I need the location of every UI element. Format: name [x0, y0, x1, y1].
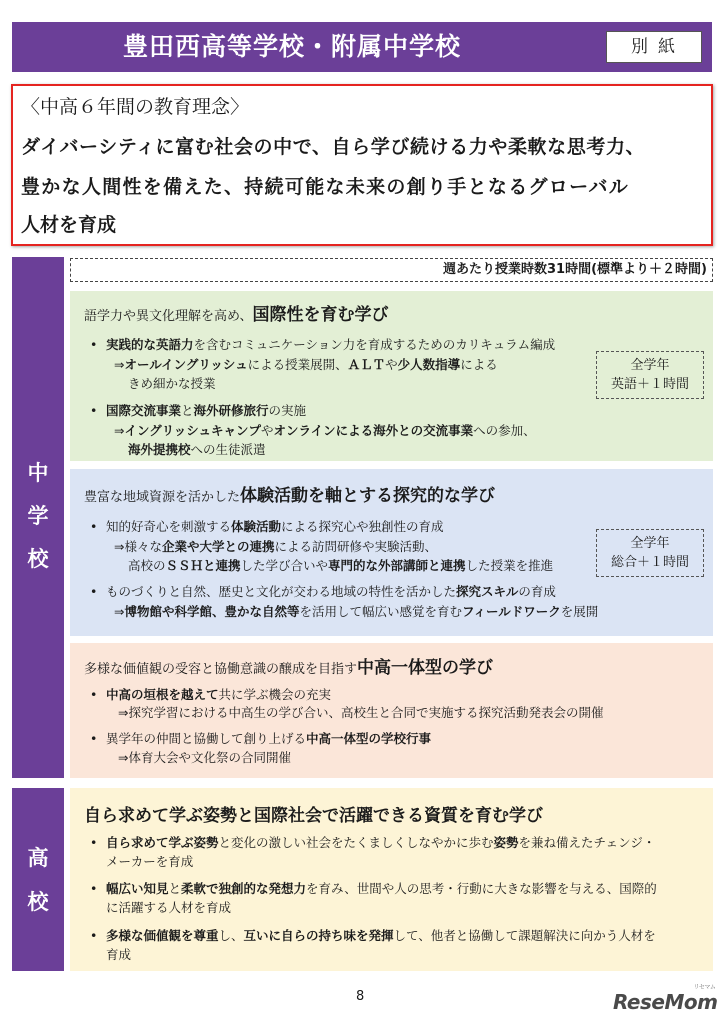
high-school-char-2: 校 — [27, 890, 49, 914]
philosophy-line-3: 人材を育成 — [21, 214, 117, 236]
section-title: 自ら求めて学ぶ姿勢と国際社会で活躍できる資質を育む学び — [84, 806, 543, 826]
high-school-char-1: 高 — [27, 846, 49, 870]
bullet-text: 中高の垣根を越えて共に学ぶ機会の充実 — [106, 687, 332, 702]
middle-school-label — [12, 257, 64, 778]
page-number: 8 — [356, 989, 365, 1004]
bullet-text: 異学年の仲間と協働して創り上げる中高一体型の学校行事 — [106, 731, 432, 746]
sub-text: ⇒体育大会や文化祭の合同開催 — [118, 750, 291, 765]
attachment-badge: 別紙 — [606, 31, 702, 63]
section-title: 多様な価値観の受容と協働意識の醸成を目指す中高一体型の学び — [84, 658, 494, 678]
bullet-text: 多様な価値観を尊重し、互いに自らの持ち味を発揮して、他者と協働して課題解決に向かう人材を — [106, 928, 656, 943]
hours-note-integrated: 全学年 総合＋１時間 — [596, 529, 704, 577]
sub-text: 高校のＳＳＨと連携した学び合いや専門的な外部講師と連携した授業を推進 — [128, 558, 554, 573]
resemom-logo: ReseMom リセマム — [613, 984, 718, 1014]
bullet-text-cont: 育成 — [106, 947, 132, 962]
high-school-label — [12, 788, 64, 971]
middle-school-char-3: 校 — [27, 547, 49, 571]
sub-text: ⇒イングリッシュキャンプやオンラインによる海外との交流事業への参加、 — [114, 423, 536, 438]
school-title: 豊田西高等学校・附属中学校 — [122, 32, 461, 61]
bullet-text: 幅広い知見と柔軟で独創的な発想力を育み、世間や人の思考・行動に大きな影響を与える、国際的 — [106, 881, 657, 896]
sub-text: ⇒様々な企業や大学との連携による訪問研修や実験活動、 — [114, 539, 438, 554]
sub-text: ⇒博物館や科学館、豊かな自然等を活用して幅広い感覚を育むフィールドワークを展開 — [114, 604, 599, 619]
weekly-hours-note: 週あたり授業時数31時間(標準より＋２時間) — [70, 258, 713, 282]
sub-text: ⇒探究学習における中高生の学び合い、高校生と合同で実施する探究活動発表会の開催 — [118, 705, 604, 720]
philosophy-line-2: 豊かな人間性を備えた、持続可能な未来の創り手となるグローバル — [21, 176, 630, 198]
hours-note-english: 全学年 英語＋１時間 — [596, 351, 704, 399]
bullet-text-cont: に活躍する人材を育成 — [106, 900, 232, 915]
philosophy-line-1: ダイバーシティに富む社会の中で、自ら学び続ける力や柔軟な思考力、 — [21, 136, 646, 158]
bullet-text-cont: メーカーを育成 — [106, 854, 194, 869]
bullet-text: 国際交流事業と海外研修旅行の実施 — [106, 403, 307, 418]
bullet-text: 自ら求めて学ぶ姿勢と変化の激しい社会をたくましくしなやかに歩む姿勢を兼ね備えたチェンジ・ — [106, 835, 656, 850]
sub-text: ⇒オールイングリッシュによる授業展開、ＡＬＴや少人数指導による — [114, 357, 498, 372]
sub-text: きめ細かな授業 — [128, 376, 216, 391]
bullet-text: ものづくりと自然、歴史と文化が交わる地域の特性を活かした探究スキルの育成 — [106, 584, 556, 599]
sub-text: 海外提携校への生徒派遣 — [128, 442, 266, 457]
middle-school-char-2: 学 — [27, 504, 49, 528]
education-philosophy-box — [11, 84, 713, 246]
section-title: 豊富な地域資源を活かした体験活動を軸とする探究的な学び — [84, 486, 496, 506]
bullet-text: 知的好奇心を刺激する体験活動による探究心や独創性の育成 — [106, 519, 444, 534]
section-title: 語学力や異文化理解を高め、国際性を育む学び — [84, 305, 389, 325]
bullet-text: 実践的な英語力を含むコミュニケーション力を育成するためのカリキュラム編成 — [106, 337, 556, 352]
high-school-section: 自ら求めて学ぶ姿勢と国際社会で活躍できる資質を育む学び • 自ら求めて学ぶ姿勢と変化の激しい社会をたくましくしなやかに歩む姿勢を兼ね備えたチェンジ・ メーカーを育成 • 幅広い知見と柔軟で独創的な発想力を育み、世間や人の思考・行動に大きな影響を与える、国際的 に活躍する人材を育成 • 多様な価値観を尊重し、互いに自らの持ち味を発揮して、他者と協働して課題解決に向かう人材を 育成 — [70, 788, 713, 971]
philosophy-heading: 〈中高６年間の教育理念〉 — [21, 96, 250, 118]
header-banner — [12, 22, 712, 72]
inquiry-learning-section: 豊富な地域資源を活かした体験活動を軸とする探究的な学び • 知的好奇心を刺激する体験活動による探究心や独創性の育成 ⇒様々な企業や大学との連携による訪問研修や実験活動、 高校のＳＳＨと連携した学び合いや専門的な外部講師と連携した授業を推進 • ものづくりと自然、歴史と文化が交わる地域の特性を活かした探究スキルの育成 ⇒博物館や科学館、豊かな自然等を活用して幅広い感覚を育むフィールドワークを展開 全学年 総合＋１時間 — [70, 469, 713, 636]
middle-school-char-1: 中 — [27, 461, 49, 485]
international-learning-section: 語学力や異文化理解を高め、国際性を育む学び • 実践的な英語力を含むコミュニケーション力を育成するためのカリキュラム編成 ⇒オールイングリッシュによる授業展開、ＡＬＴや少人数指導による きめ細かな授業 • 国際交流事業と海外研修旅行の実施 ⇒イングリッシュキャンプやオンラインによる海外との交流事業への参加、 海外提携校への生徒派遣 全学年 英語＋１時間 — [70, 291, 713, 461]
integrated-learning-section: 多様な価値観の受容と協働意識の醸成を目指す中高一体型の学び • 中高の垣根を越えて共に学ぶ機会の充実 ⇒探究学習における中高生の学び合い、高校生と合同で実施する探究活動発表会の開催 • 異学年の仲間と協働して創り上げる中高一体型の学校行事 ⇒体育大会や文化祭の合同開催 — [70, 643, 713, 778]
